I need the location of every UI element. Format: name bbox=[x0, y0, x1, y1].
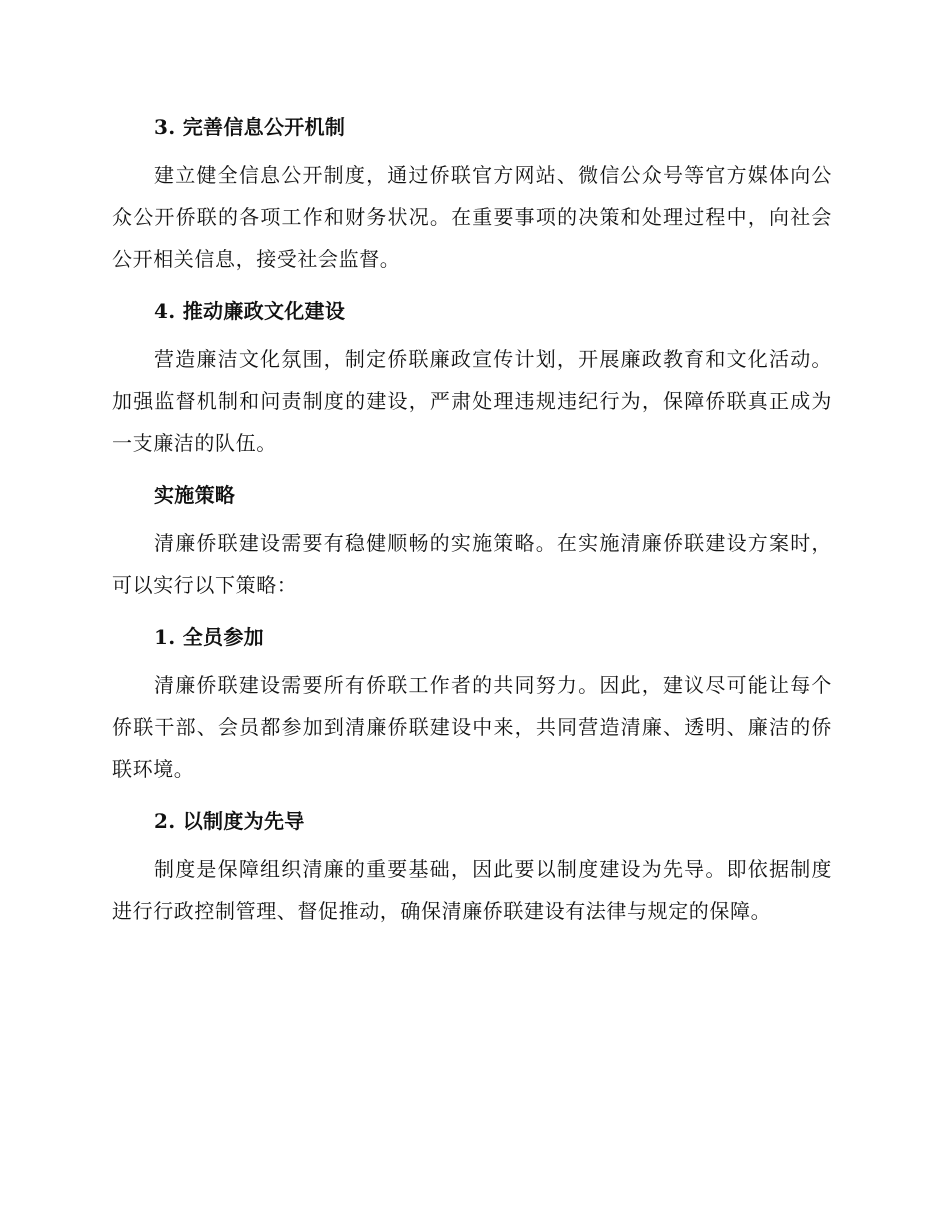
section-heading-integrity-culture: 4. 推动廉政文化建设 bbox=[154, 299, 346, 323]
section-heading-info-disclosure: 3. 完善信息公开机制 bbox=[154, 115, 346, 139]
section-paragraph: 清廉侨联建设需要有稳健顺畅的实施策略。在实施清廉侨联建设方案时，可以实行以下策略： bbox=[112, 531, 832, 597]
section-heading-implementation-strategy: 实施策略 bbox=[154, 483, 236, 507]
section-paragraph: 清廉侨联建设需要所有侨联工作者的共同努力。因此，建议尽可能让每个侨联干部、会员都参加到清廉侨联建设中来，共同营造清廉、透明、廉洁的侨联环境。 bbox=[112, 673, 832, 781]
document-body bbox=[112, 106, 832, 942]
section-paragraph: 制度是保障组织清廉的重要基础，因此要以制度建设为先导。即依据制度进行行政控制管理、督促推动，确保清廉侨联建设有法律与规定的保障。 bbox=[112, 857, 832, 923]
section-paragraph: 建立健全信息公开制度，通过侨联官方网站、微信公众号等官方媒体向公众公开侨联的各项工作和财务状况。在重要事项的决策和处理过程中，向社会公开相关信息，接受社会监督。 bbox=[112, 163, 832, 271]
section-paragraph: 营造廉洁文化氛围，制定侨联廉政宣传计划，开展廉政教育和文化活动。加强监督机制和问责制度的建设，严肃处理违规违纪行为，保障侨联真正成为一支廉洁的队伍。 bbox=[112, 347, 832, 455]
section-heading-full-participation: 1. 全员参加 bbox=[154, 625, 264, 649]
section-heading-institution-first: 2. 以制度为先导 bbox=[154, 809, 305, 833]
